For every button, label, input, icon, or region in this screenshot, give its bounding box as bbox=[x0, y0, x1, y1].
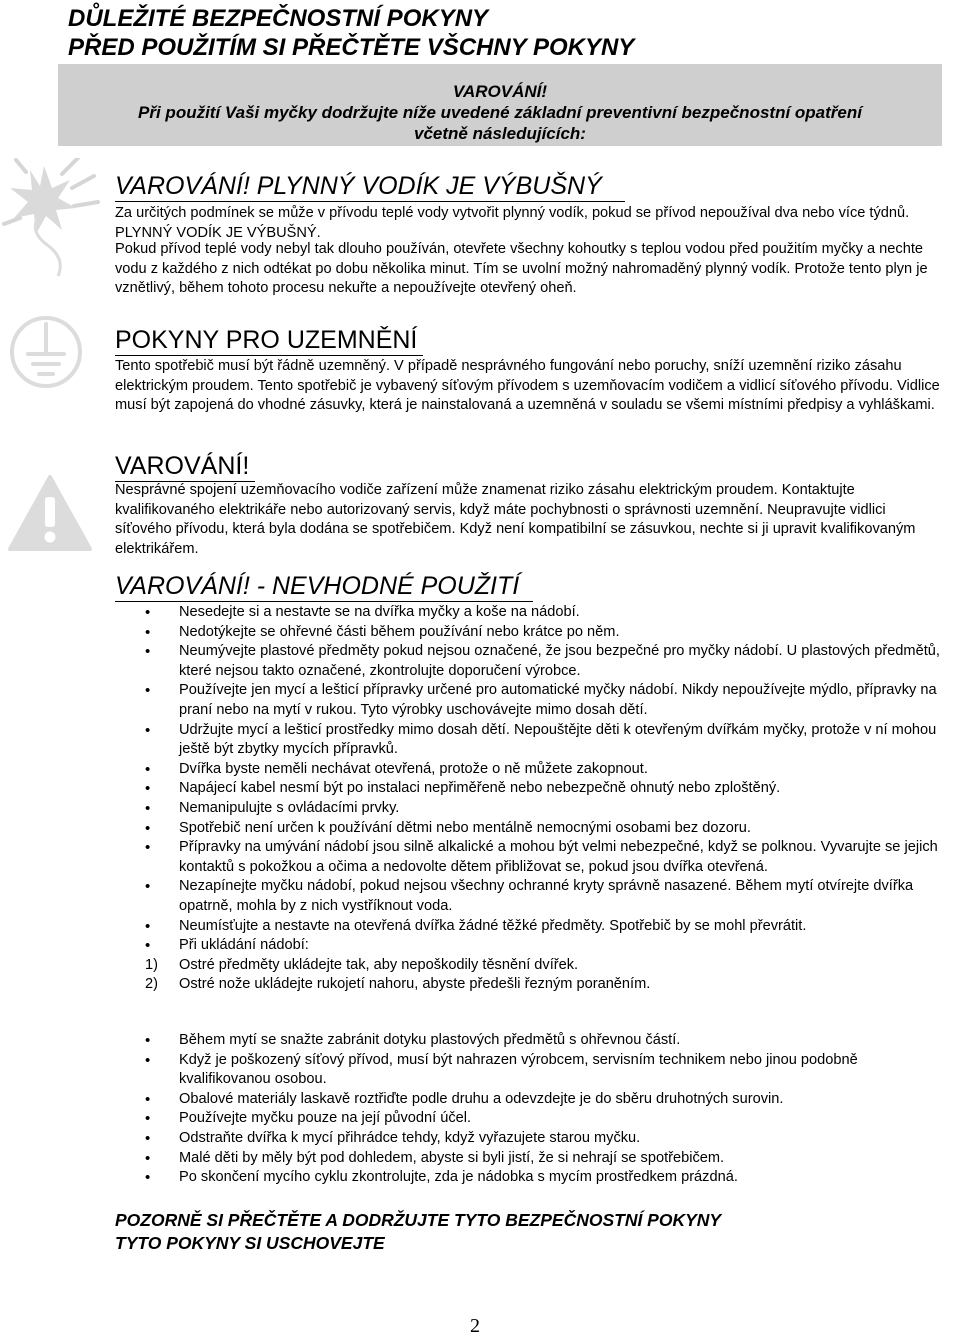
item-text: Ostré předměty ukládejte tak, aby nepoškodily těsnění dvířek. bbox=[179, 956, 579, 973]
list-item: • Nedotýkejte se ohřevné části během používání nebo krátce po něm. bbox=[115, 623, 940, 643]
intro-warning-label: VAROVÁNÍ! bbox=[452, 82, 548, 101]
list-item: • Neumísťujte a nestavte na otevřená dvířka žádné těžké předměty. Spotřebič by se mohl převrátit. bbox=[115, 917, 940, 937]
intro-warning-text-2: včetně následujících: bbox=[414, 124, 586, 143]
list-item: • Odstraňte dvířka k mycí přihrádce tehdy, když vyřazujete starou myčku. bbox=[115, 1129, 940, 1149]
list-item: • Dvířka byste neměli nechávat otevřená, protože o ně můžete zakopnout. bbox=[115, 760, 940, 780]
hydrogen-paragraph-2: Pokud přívod teplé vody nebyl tak dlouho používán, otevřete všechny kohoutky s teplou vodou před použitím myčky a nechte vodu z každého z nich odtékat po dobu několika minut. Tím se uvolní možný nahromaděný plynný vodík. Protože tento plyn je vznětlivý, během tohoto procesu nekuřte a nepoužívejte otevřený oheň. bbox=[115, 241, 928, 297]
list-item: • Po skončení mycího cyklu zkontrolujte, zda je nádobka s mycím prostředkem prázdná. bbox=[115, 1168, 940, 1188]
misuse-list-block-2 bbox=[115, 1031, 940, 1188]
item-text: Ostré nože ukládejte rukojetí nahoru, abyste předešli řezným poraněním. bbox=[179, 976, 651, 993]
warning-heading: VAROVÁNÍ! bbox=[115, 451, 255, 482]
footer-line-2: TYTO POKYNY SI USCHOVEJTE bbox=[115, 1233, 385, 1253]
list-item: • Napájecí kabel nesmí být po instalaci nepřiměřeně nebo nebezpečně ohnutý nebo zploštěný. bbox=[115, 779, 940, 799]
storage-numbered-list bbox=[115, 956, 940, 995]
numbered-item bbox=[115, 956, 940, 976]
grounding-heading: POKYNY PRO UZEMNĚNÍ bbox=[115, 325, 423, 356]
list-item: • Nesedejte si a nestavte se na dvířka myčky a koše na nádobí. bbox=[115, 603, 940, 623]
grounding-paragraph: Tento spotřebič musí být řádně uzemněný. V případě nesprávného fungování nebo poruchy, sníží uzemnění riziko zásahu elektrickým proudem. Tento spotřebič je vybavený síťovým přívodem s uzemňovacím vodičem a vidlicí síťového přívodu. Vidlice musí být zapojená do vhodné zásuvky, která je nainstalovaná a uzemněná v souladu se všemi místními předpisy a vyhláškami. bbox=[115, 358, 940, 414]
intro-warning-box bbox=[58, 64, 942, 146]
numbered-item bbox=[115, 975, 940, 995]
list-item: • Spotřebič není určen k používání dětmi nebo mentálně nemocnými osobami bez dozoru. bbox=[115, 819, 940, 839]
page-number: 2 bbox=[470, 1315, 480, 1337]
list-item: • Neumývejte plastové předměty pokud nejsou označené, že jsou bezpečné pro myčky nádobí. U plastových předmětů, které nejsou takto označené, zkontrolujte doporučení výrobce. bbox=[115, 642, 940, 681]
list-item: • Používejte myčku pouze na její původní účel. bbox=[115, 1109, 940, 1129]
misuse-list bbox=[115, 603, 940, 956]
list-item: • Používejte jen mycí a lešticí přípravky určené pro automatické myčky nádobí. Nikdy nepoužívejte mýdlo, přípravky na praní nebo na mytí v rukou. Tyto výrobky uschovávejte mimo dosah dětí. bbox=[115, 681, 940, 720]
list-item: • Když je poškozený síťový přívod, musí být nahrazen výrobcem, servisním technikem nebo jinou podobně kvalifikovanou osobou. bbox=[115, 1051, 940, 1090]
list-item: • Malé děti by měly být pod dohledem, abyste si byli jistí, že si nehrají se spotřebičem. bbox=[115, 1149, 940, 1169]
hydrogen-paragraph-1: Za určitých podmínek se může v přívodu teplé vody vytvořit plynný vodík, pokud se přívod nepoužíval dva nebo více týdnů. PLYNNÝ VODÍK JE VÝBUŠNÝ. bbox=[115, 205, 910, 241]
footer-note bbox=[115, 1209, 721, 1255]
misuse-list-2 bbox=[115, 1031, 940, 1188]
misuse-list-block bbox=[115, 603, 940, 995]
list-item: • Nezapínejte myčku nádobí, pokud nejsou všechny ochranné kryty správně nasazené. Během mytí otvírejte dvířka opatrně, mohla by z nich vystříknout voda. bbox=[115, 877, 940, 916]
warning-paragraph: Nesprávné spojení uzemňovacího vodiče zařízení může znamenat riziko zásahu elektrickým proudem. Kontaktujte kvalifikovaného elektrikáře nebo autorizovaný servis, když máte pochybnosti o správnosti uzemnění. Neupravujte vidlici síťového přívodu, která byla dodána se spotřebičem. Když není kompatibilní se zásuvkou, nechte si ji upravit kvalifikovaným elektrikářem. bbox=[115, 482, 916, 557]
hydrogen-heading: VAROVÁNÍ! PLYNNÝ VODÍK JE VÝBUŠNÝ bbox=[115, 171, 625, 202]
title-line-2: PŘED POUŽITÍM SI PŘEČTĚTE VŠCHNY POKYNY bbox=[68, 34, 635, 61]
list-item: • Během mytí se snažte zabránit dotyku plastových předmětů s ohřevnou částí. bbox=[115, 1031, 940, 1051]
list-item: • Nemanipulujte s ovládacími prvky. bbox=[115, 799, 940, 819]
list-item: • Při ukládání nádobí: bbox=[115, 936, 940, 956]
list-item: • Udržujte mycí a lešticí prostředky mimo dosah dětí. Nepouštějte děti k otevřeným dvířkám myčky, protože v ní mohou ještě být zbytky mycích přípravků. bbox=[115, 721, 940, 760]
footer-line-1: POZORNĚ SI PŘEČTĚTE A DODRŽUJTE TYTO BEZPEČNOSTNÍ POKYNY bbox=[115, 1210, 722, 1230]
item-number: 2) bbox=[145, 976, 158, 993]
list-item: • Obalové materiály laskavě roztřiďte podle druhu a odevzdejte je do sběru druhotných surovin. bbox=[115, 1090, 940, 1110]
page-title bbox=[68, 4, 634, 62]
ground-icon bbox=[8, 312, 84, 392]
item-number: 1) bbox=[145, 956, 158, 973]
explosion-icon bbox=[0, 158, 110, 278]
misuse-heading: VAROVÁNÍ! - NEVHODNÉ POUŽITÍ bbox=[115, 571, 533, 602]
title-line-1: DŮLEŽITÉ BEZPEČNOSTNÍ POKYNY bbox=[68, 5, 489, 32]
warning-triangle-icon bbox=[6, 473, 94, 553]
list-item: • Přípravky na umývání nádobí jsou silně alkalické a mohou být velmi nebezpečné, když se polknou. Vyvarujte se jejich kontaktů s pokožkou a očima a nedovolte dětem přibližovat se, pokud jsou dvířka otevřená. bbox=[115, 838, 940, 877]
intro-warning-text: Při použití Vaši myčky dodržujte níže uvedené základní preventivní bezpečnostní opatření bbox=[138, 103, 862, 122]
